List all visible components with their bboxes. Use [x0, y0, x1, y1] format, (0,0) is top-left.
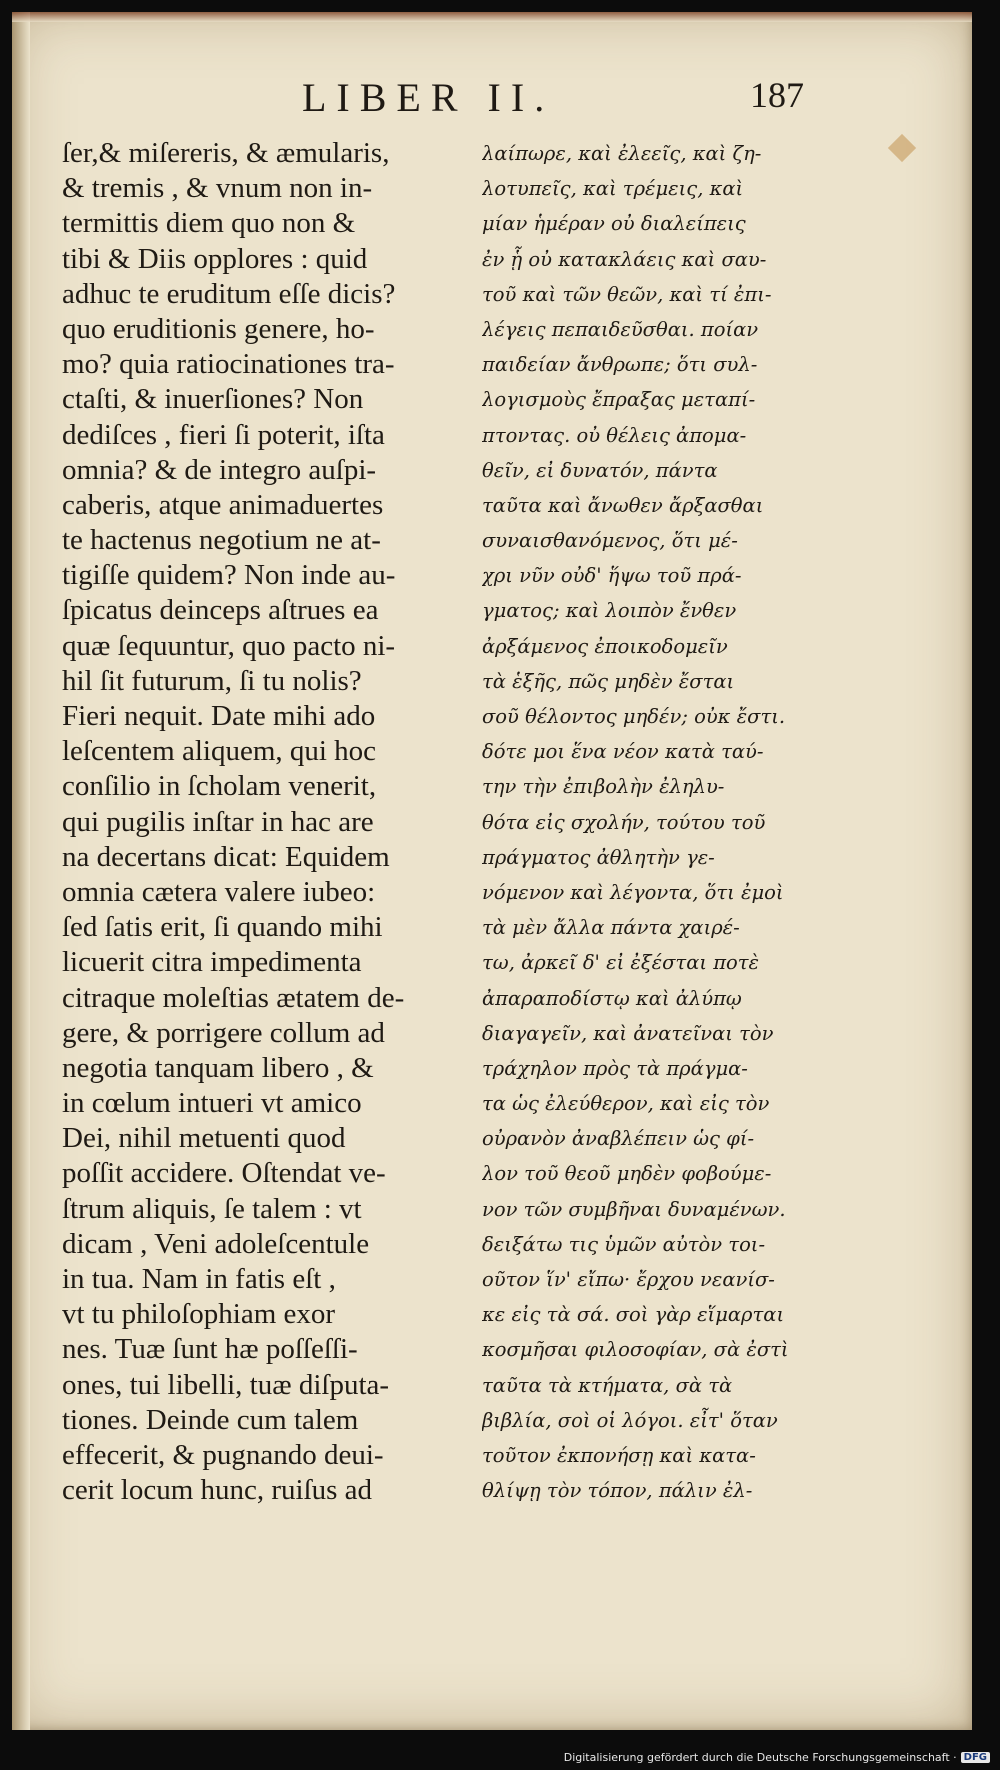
greek-text-line: συναισθανόμενος, ὅτι μέ- — [482, 529, 738, 553]
latin-text-line: ſed ſatis erit, ſi quando mihi — [62, 911, 383, 944]
page-number: 187 — [750, 75, 804, 115]
greek-text-line: λέγεις πεπαιδεῦσθαι. ποίαν — [482, 317, 759, 341]
footer-credit: Digitalisierung gefördert durch die Deutsche Forschungsgemeinschaft · — [563, 1751, 957, 1764]
greek-text-line: τράχηλον πρὸς τὰ πράγμα- — [482, 1056, 748, 1080]
greek-text-line: θλίψῃ τὸν τόπον, πάλιν ἐλ- — [482, 1479, 753, 1503]
dfg-logo: DFG — [961, 1752, 990, 1763]
greek-text-line: ταῦτα καὶ ἄνωθεν ἄρξασθαι — [482, 493, 764, 517]
greek-text-line: τὰ μὲν ἄλλα πάντα χαιρέ- — [482, 916, 740, 940]
latin-text-line: quo eruditionis genere, ho- — [62, 312, 375, 345]
greek-text-line: βιβλία, σοὶ οἱ λόγοι. εἶτ' ὅταν — [482, 1408, 778, 1432]
greek-text-line: ἀπαραποδίστῳ καὶ ἀλύπῳ — [482, 986, 742, 1010]
latin-text-line: ctaſti, & inuerſiones? Non — [62, 383, 364, 416]
latin-text-line: poſſit accidere. Oſtendat ve- — [62, 1157, 386, 1190]
latin-text-line: conſilio in ſcholam venerit, — [62, 770, 377, 803]
greek-text-line: νόμενον καὶ λέγοντα, ὅτι ἐμοὶ — [482, 880, 784, 904]
latin-text-line: tigiſſe quidem? Non inde au- — [62, 559, 396, 592]
greek-text-line: δότε μοι ἕνα νέον κατὰ ταύ- — [482, 740, 764, 764]
greek-text-line: λον τοῦ θεοῦ μηδὲν φοβούμε- — [482, 1162, 772, 1186]
greek-text-line: γματος; καὶ λοιπὸν ἔνθεν — [482, 599, 737, 623]
greek-text-line: θεῖν, εἰ δυνατόν, πάντα — [482, 458, 718, 482]
greek-text-line: θότα εἰς σχολήν, τούτου τοῦ — [482, 810, 766, 834]
latin-text-line: tiones. Deinde cum talem — [62, 1403, 359, 1436]
latin-text-line: ones, tui libelli, tuæ diſputa- — [62, 1368, 390, 1401]
latin-text-line: vt tu philoſophiam exor — [62, 1298, 336, 1331]
latin-text-line: licuerit citra impedimenta — [62, 946, 362, 979]
latin-text-line: adhuc te eruditum eſſe dicis? — [62, 277, 396, 310]
greek-text-line: την τὴν ἐπιβολὴν ἐληλυ- — [482, 775, 725, 799]
latin-text-line: Dei, nihil metuenti quod — [62, 1122, 346, 1155]
latin-text-line: caberis, atque animaduertes — [62, 488, 384, 521]
book-page — [12, 12, 972, 1730]
greek-text-line: οὐρανὸν ἀναβλέπειν ὡς φί- — [482, 1127, 755, 1151]
greek-text-line: λοτυπεῖς, καὶ τρέμεις, καὶ — [482, 177, 744, 201]
greek-text-line: δειξάτω τις ὑμῶν αὐτὸν τοι- — [482, 1232, 766, 1256]
greek-text-line: κε εἰς τὰ σά. σοὶ γὰρ εἵμαρται — [482, 1303, 785, 1327]
greek-text-line: πτοντας. οὐ θέλεις ἀπομα- — [482, 423, 747, 447]
page-gutter-shadow — [12, 12, 30, 1730]
greek-text-line: τοῦ καὶ τῶν θεῶν, καὶ τί ἐπι- — [482, 282, 772, 306]
greek-text-line: τα ὡς ἐλεύθερον, καὶ εἰς τὸν — [482, 1092, 770, 1116]
latin-text-line: omnia? & de integro auſpi- — [62, 453, 377, 486]
greek-text-line: λογισμοὺς ἔπραξας μεταπί- — [482, 388, 756, 412]
latin-text-line: quæ ſequuntur, quo pacto ni- — [62, 629, 396, 662]
greek-text-line: λαίπωρε, καὶ ἐλεεῖς, καὶ ζη- — [482, 142, 762, 165]
greek-text-line: πράγματος ἀθλητὴν γε- — [482, 845, 715, 869]
greek-text-line: ἀρξάμενος ἐποικοδομεῖν — [482, 634, 728, 658]
latin-text-line: tibi & Diis opplores : quid — [62, 242, 368, 275]
latin-text-line: te hactenus negotium ne at- — [62, 524, 381, 557]
latin-text-line: dediſces , fieri ſi poterit, iſta — [62, 418, 385, 451]
greek-text-line: σοῦ θέλοντος μηδέν; οὐκ ἔστι. — [482, 705, 786, 728]
latin-text-line: omnia cætera valere iubeo: — [62, 875, 376, 908]
latin-text-line: ſtrum aliquis, ſe talem : vt — [62, 1192, 362, 1225]
latin-text-line: na decertans dicat: Equidem — [62, 840, 390, 873]
latin-text-line: ſpicatus deinceps aſtrues ea — [62, 594, 379, 627]
greek-text-line: παιδείαν ἄνθρωπε; ὅτι συλ- — [482, 353, 758, 377]
latin-text-line: Fieri nequit. Date mihi ado — [62, 700, 376, 732]
page-top-edge — [12, 12, 972, 22]
latin-text-line: effecerit, & pugnando deui- — [62, 1438, 384, 1471]
latin-text-line: cerit locum hunc, ruiſus ad — [62, 1474, 373, 1507]
latin-text-line: negotia tanquam libero , & — [62, 1051, 374, 1084]
greek-text-line: τοῦτον ἐκπονήσῃ καὶ κατα- — [482, 1443, 756, 1467]
greek-text-line: ἐν ᾗ οὐ κατακλάεις καὶ σαυ- — [482, 247, 767, 271]
greek-text-column — [482, 136, 860, 1508]
latin-text-line: hil ſit futurum, ſi tu nolis? — [62, 664, 362, 697]
latin-text-line: in cœlum intueri vt amico — [62, 1087, 362, 1120]
greek-text-line: οῦτον ἵν' εἴπω· ἔρχου νεανίσ- — [482, 1268, 775, 1291]
latin-text-line: dicam , Veni adoleſcentule — [62, 1227, 370, 1260]
greek-text-line: χρι νῦν οὐδ' ἥψω τοῦ πρά- — [482, 564, 742, 588]
greek-text-line: κοσμῆσαι φιλοσοφίαν, σὰ ἐστὶ — [482, 1338, 789, 1362]
greek-text-line: διαγαγεῖν, καὶ ἀνατεῖναι τὸν — [482, 1021, 774, 1045]
latin-text-column — [62, 136, 484, 1508]
digitization-footer — [564, 1751, 990, 1764]
greek-text-line: νον τῶν συμβῆναι δυναμένων. — [482, 1197, 786, 1221]
greek-text-line: τω, ἀρκεῖ δ' εἰ ἐξέσται ποτὲ — [482, 951, 760, 975]
latin-text-line: & tremis , & vnum non in- — [62, 172, 373, 205]
latin-text-line: ſer,& miſereris, & æmularis, — [62, 137, 390, 169]
greek-text-line: τὰ ἑξῆς, πῶς μηδὲν ἔσται — [482, 669, 735, 693]
latin-text-line: qui pugilis inſtar in hac are — [62, 805, 374, 838]
latin-text-line: citraque moleſtias ætatem de- — [62, 981, 405, 1014]
latin-text-line: leſcentem aliquem, qui hoc — [62, 735, 377, 768]
greek-text-line: μίαν ἡμέραν οὐ διαλείπεις — [482, 212, 746, 236]
latin-text-line: mo? quia ratiocinationes tra- — [62, 348, 395, 381]
latin-text-line: termittis diem quo non & — [62, 207, 356, 240]
running-title: LIBER II. — [302, 75, 555, 120]
greek-text-line: ταῦτα τὰ κτήματα, σὰ τὰ — [482, 1373, 733, 1397]
latin-text-line: gere, & porrigere collum ad — [62, 1016, 385, 1049]
latin-text-line: in tua. Nam in fatis eſt , — [62, 1263, 336, 1295]
latin-text-line: nes. Tuæ ſunt hæ poſſeſſi- — [62, 1333, 358, 1366]
paper-stain-mark — [888, 134, 916, 162]
